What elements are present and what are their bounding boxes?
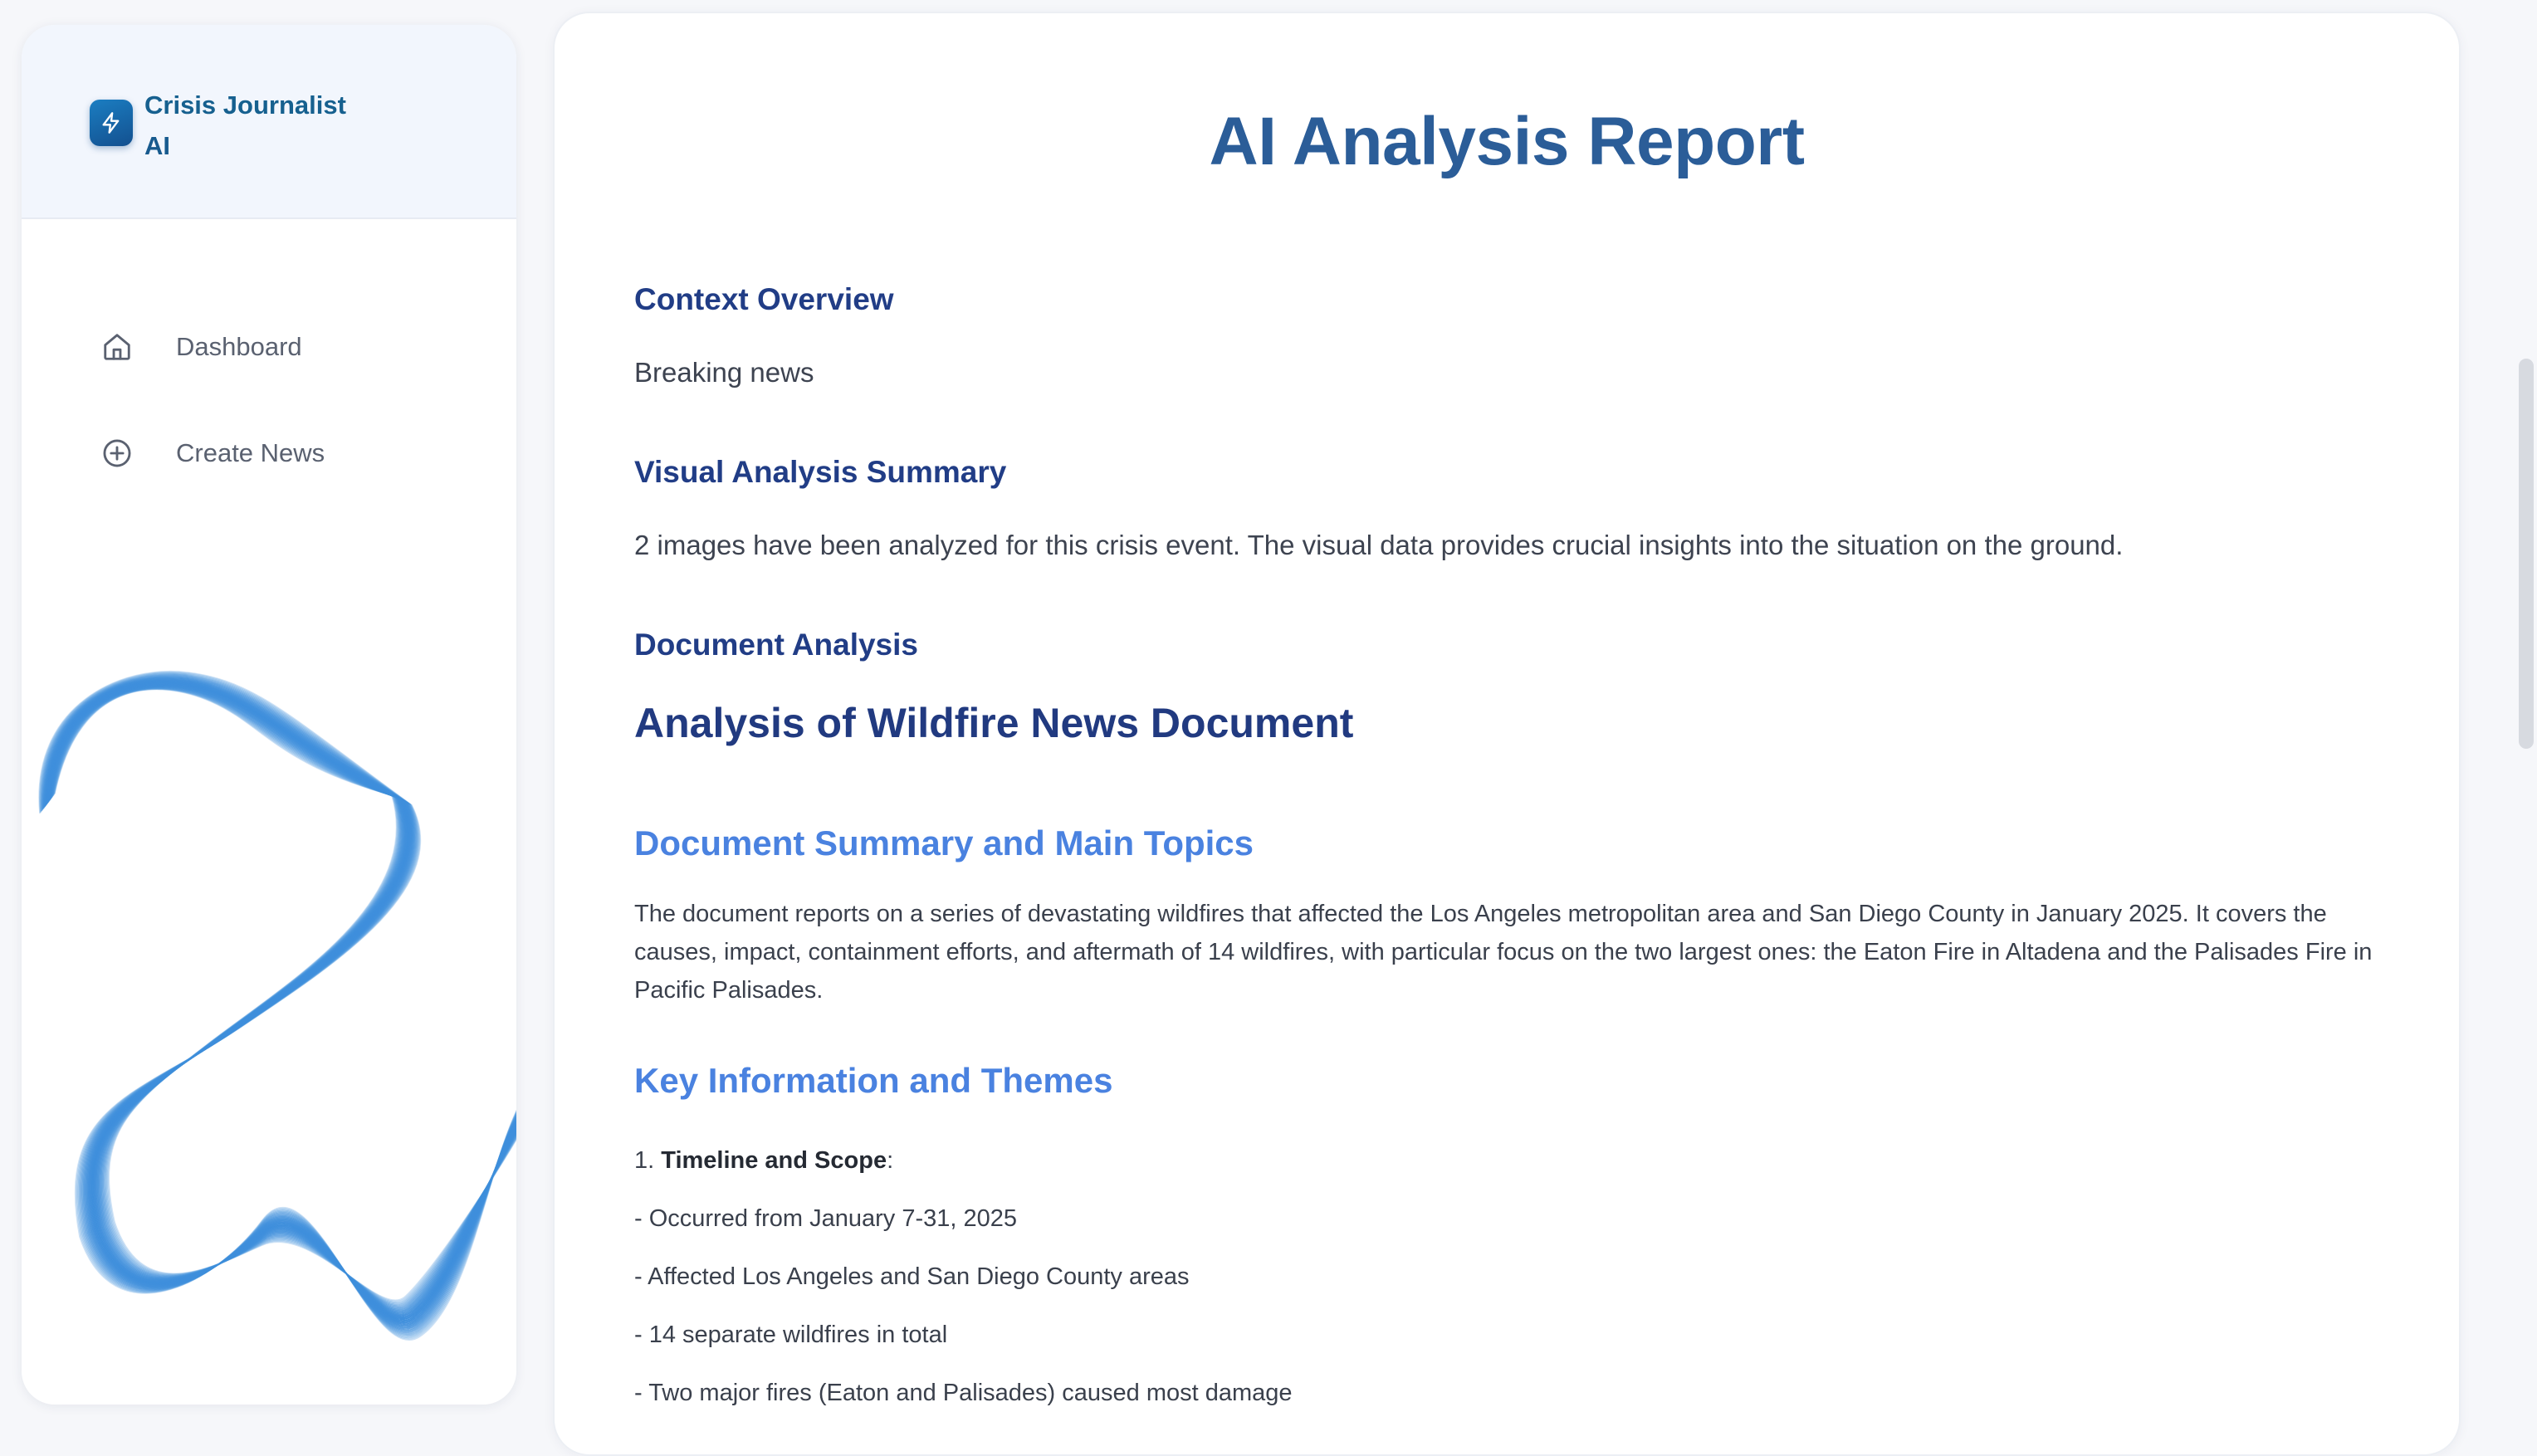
report-card <box>553 12 2461 1456</box>
list-item <box>634 1147 893 1175</box>
app-name-line2: AI <box>144 131 170 160</box>
sidebar-item-dashboard[interactable] <box>100 324 302 370</box>
sidebar <box>22 25 516 1405</box>
sidebar-item-label: Create News <box>176 438 325 467</box>
sidebar-item-create-news[interactable] <box>100 430 325 476</box>
sidebar-header <box>22 25 516 219</box>
list-item-number: 1. <box>634 1147 655 1174</box>
visual-analysis-text: 2 images have been analyzed for this crisis event. The visual data provides crucial insights into the situation on the ground. <box>634 530 2124 560</box>
sidebar-item-label: Dashboard <box>176 332 302 361</box>
context-overview-heading: Context Overview <box>634 282 894 316</box>
visual-analysis-heading: Visual Analysis Summary <box>634 455 1007 489</box>
list-item: - Occurred from January 7-31, 2025 <box>634 1205 1017 1232</box>
page-title: AI Analysis Report <box>1209 104 1805 179</box>
app-name-line1: Crisis Journalist <box>144 90 346 120</box>
home-icon <box>100 330 134 364</box>
document-summary-heading: Document Summary and Main Topics <box>634 823 1254 862</box>
list-item: - Two major fires (Eaton and Palisades) caused most damage <box>634 1380 1293 1406</box>
scrollbar-thumb[interactable] <box>2519 359 2534 749</box>
app-name <box>144 85 394 166</box>
document-analysis-heading: Document Analysis <box>634 628 918 662</box>
page-scrollbar[interactable] <box>2514 0 2537 1438</box>
lightning-bolt-icon <box>90 100 133 146</box>
wave-decoration <box>22 639 516 1405</box>
plus-circle-icon <box>100 436 134 471</box>
list-item: - Affected Los Angeles and San Diego County areas <box>634 1263 1190 1290</box>
list-item-title: Timeline and Scope <box>661 1147 887 1174</box>
list-item: - 14 separate wildfires in total <box>634 1322 948 1348</box>
document-summary-text: The document reports on a series of devastating wildfires that affected the Los Angeles metropolitan area and San Diego County in January 2025. It covers the causes, impact, containment efforts, and aftermath of 14 wildfires, with particular focus on the two largest ones: the Eaton Fire in Altadena and the Palisades Fire in Pacific Palisades. <box>634 901 2373 1004</box>
document-title: Analysis of Wildfire News Document <box>634 700 1354 746</box>
key-themes-heading: Key Information and Themes <box>634 1061 1113 1100</box>
list-item-suffix: : <box>887 1147 894 1174</box>
context-overview-text: Breaking news <box>634 357 814 388</box>
